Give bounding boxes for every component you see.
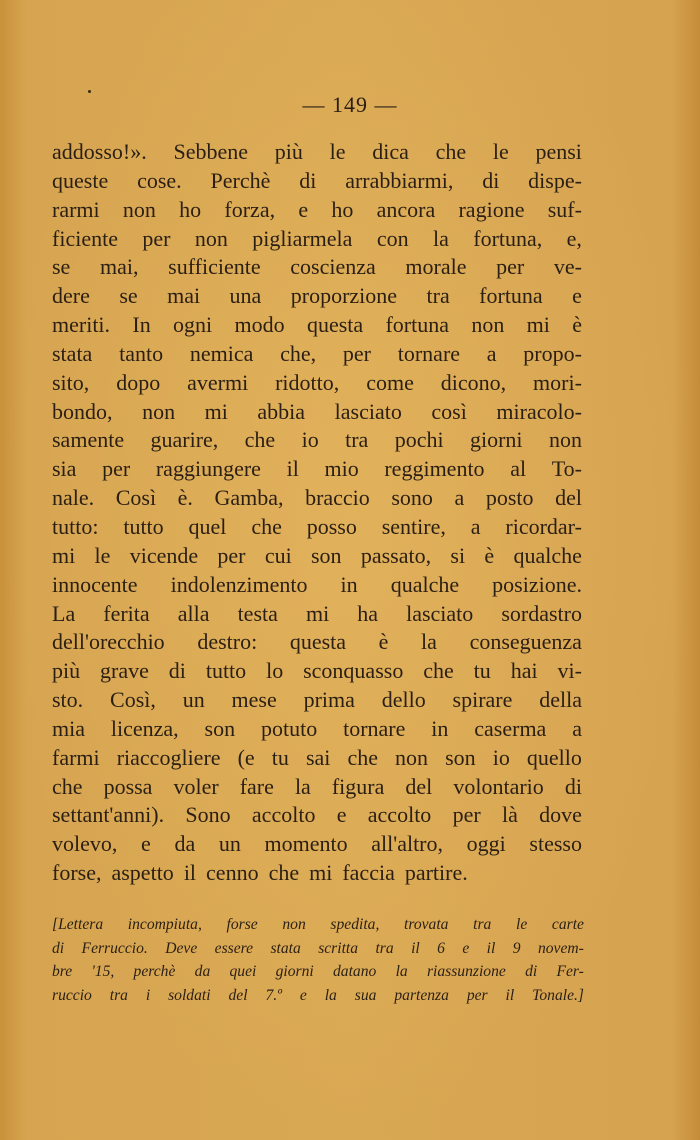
word: (e xyxy=(237,744,255,770)
word: una xyxy=(229,283,262,309)
word: settant'anni). xyxy=(52,802,165,828)
text-line xyxy=(52,801,582,830)
word: Così xyxy=(115,485,157,511)
word: più xyxy=(274,139,303,164)
word: dello xyxy=(381,687,426,713)
word: non xyxy=(548,427,582,453)
word: lasciato xyxy=(406,600,474,626)
word: mi xyxy=(52,542,76,568)
word: suf- xyxy=(547,196,582,222)
note-line xyxy=(52,937,584,961)
word: testa xyxy=(237,600,278,626)
word: To- xyxy=(551,456,582,482)
word: Fer- xyxy=(556,963,584,980)
text-line xyxy=(52,657,582,686)
word: mi xyxy=(204,398,228,424)
text-line xyxy=(52,513,582,542)
word: in xyxy=(431,715,449,741)
word: mi xyxy=(309,860,333,886)
word: nale. xyxy=(52,485,95,511)
word: scritta xyxy=(318,939,359,957)
word: addosso!». xyxy=(52,139,147,164)
text-line xyxy=(52,196,582,225)
word: un xyxy=(218,831,241,857)
word: non xyxy=(122,196,156,222)
word: e xyxy=(141,831,151,857)
note-line xyxy=(52,960,584,984)
word: il xyxy=(505,986,515,1004)
text-line xyxy=(52,600,582,629)
word: stesso xyxy=(529,831,582,857)
word: soldati xyxy=(168,986,211,1004)
word: che xyxy=(251,513,282,539)
word: la xyxy=(324,986,337,1004)
word: dopo xyxy=(116,369,161,395)
text-line xyxy=(52,686,582,715)
word: tra xyxy=(375,939,394,957)
word: il xyxy=(411,939,420,957)
word: tornare xyxy=(397,340,461,366)
word: spirare xyxy=(452,687,513,713)
word: morale xyxy=(405,254,467,280)
word: ridotto, xyxy=(275,369,340,395)
word: forse, xyxy=(52,860,102,886)
word: di xyxy=(52,939,65,957)
word: destro: xyxy=(197,629,258,655)
word: carte xyxy=(551,916,584,933)
word: mai xyxy=(167,283,201,309)
word: riassunzione xyxy=(426,963,506,980)
word: che, xyxy=(280,340,317,366)
word: questa xyxy=(306,312,364,338)
word: Sebbene xyxy=(173,139,248,164)
word: posizione. xyxy=(492,571,582,597)
word: mio xyxy=(324,456,359,482)
word: Ferruccio. xyxy=(81,939,148,957)
word: la xyxy=(432,225,449,251)
word: che xyxy=(244,427,276,453)
text-line xyxy=(52,253,582,282)
word: le xyxy=(492,139,509,164)
text-line xyxy=(52,369,582,398)
word: se xyxy=(52,254,71,280)
word: Così, xyxy=(110,687,156,713)
text-line xyxy=(52,542,582,571)
word: fare xyxy=(239,773,274,799)
word: queste xyxy=(52,167,109,193)
word: perchè xyxy=(133,963,176,980)
word: '15, xyxy=(91,963,115,980)
word: e, xyxy=(566,225,582,251)
word: bondo, xyxy=(52,398,113,424)
body-text xyxy=(52,138,582,888)
word: son xyxy=(311,542,342,568)
word: un xyxy=(182,687,205,713)
word: che xyxy=(435,139,467,164)
word: ha xyxy=(357,600,379,626)
word: che xyxy=(423,658,454,684)
word: son xyxy=(445,744,476,770)
word: mori- xyxy=(533,369,582,395)
word: pigliarmela xyxy=(252,225,353,251)
word: è. xyxy=(177,485,193,511)
word: giorni xyxy=(469,427,523,453)
word: dell'orecchio xyxy=(52,629,165,655)
word: non xyxy=(194,225,228,251)
word: datano xyxy=(332,963,377,980)
word: coscienza xyxy=(290,254,376,280)
word: pochi xyxy=(394,427,444,453)
word: mi xyxy=(305,600,330,626)
text-line xyxy=(52,167,582,196)
word: mese xyxy=(231,687,277,713)
word: incompiuta, xyxy=(127,916,202,933)
word: sconquasso xyxy=(303,658,404,684)
word: sai xyxy=(305,744,331,770)
word: ogni xyxy=(173,312,213,338)
word: tu xyxy=(271,744,289,770)
word: partire. xyxy=(404,860,468,886)
word: io xyxy=(301,427,319,453)
word: con xyxy=(376,225,409,251)
word: i xyxy=(145,986,151,1004)
word: la xyxy=(294,773,311,799)
word: e xyxy=(299,986,307,1004)
word: vicende xyxy=(129,542,199,568)
word: e xyxy=(298,196,309,222)
word: stata xyxy=(52,340,93,366)
word: riaccogliere xyxy=(116,744,221,770)
word: quel xyxy=(188,513,227,539)
word: aspetto xyxy=(111,860,174,886)
word: fortuna xyxy=(479,283,543,309)
word: guarire, xyxy=(150,427,219,453)
text-line xyxy=(52,744,582,773)
word: non xyxy=(395,744,429,770)
word: Sono xyxy=(185,802,231,828)
word: tutto xyxy=(123,513,164,539)
word: modo xyxy=(234,312,285,338)
word: sono xyxy=(391,485,433,511)
text-line xyxy=(52,830,582,859)
word: ho xyxy=(331,196,354,222)
word: ruccio xyxy=(52,986,92,1004)
word: del xyxy=(405,773,433,799)
word: è xyxy=(378,629,389,655)
word: e xyxy=(462,939,470,957)
word: non xyxy=(142,398,176,424)
word: di xyxy=(525,963,538,980)
word: accolto xyxy=(251,802,316,828)
word: [Lettera xyxy=(52,916,104,933)
word: le xyxy=(329,139,346,164)
text-line xyxy=(52,571,582,600)
word: questa xyxy=(289,629,347,655)
word: ricordar- xyxy=(505,513,582,539)
word: la xyxy=(421,629,437,655)
word: 9 xyxy=(512,939,521,957)
word: che xyxy=(52,773,83,799)
word: sto. xyxy=(52,687,84,713)
word: possa xyxy=(103,773,153,799)
word: prima xyxy=(303,687,355,713)
word: da xyxy=(174,831,196,857)
word: abbia xyxy=(257,398,306,424)
word: il xyxy=(183,860,197,886)
word: tra xyxy=(345,427,369,453)
text-line xyxy=(52,225,582,254)
word: lasciato xyxy=(334,398,402,424)
word: potuto xyxy=(260,715,318,741)
word: miracolo- xyxy=(496,398,582,424)
word: cose. xyxy=(137,167,182,193)
text-line xyxy=(52,426,582,455)
word: momento xyxy=(264,831,348,857)
word: tanto xyxy=(119,340,164,366)
word: cenno xyxy=(206,860,259,886)
word: propo- xyxy=(523,340,582,366)
word: reggimento xyxy=(384,456,485,482)
word: rarmi xyxy=(52,196,100,222)
word: novem- xyxy=(537,939,584,957)
word: tra xyxy=(473,916,492,933)
word: forza, xyxy=(224,196,276,222)
word: braccio xyxy=(305,485,370,511)
word: a xyxy=(572,715,582,741)
text-line xyxy=(52,455,582,484)
word: di xyxy=(168,658,186,684)
word: le xyxy=(516,916,528,933)
word: stata xyxy=(270,939,301,957)
word: che xyxy=(347,744,378,770)
word: partenza xyxy=(394,986,449,1004)
word: al xyxy=(510,456,527,482)
page-number: — 149 — xyxy=(302,92,398,117)
word: mia xyxy=(52,715,85,741)
word: per xyxy=(217,542,246,568)
word: ragione xyxy=(458,196,525,222)
word: a xyxy=(470,513,481,539)
word: Deve xyxy=(165,939,198,957)
word: tu xyxy=(473,658,491,684)
editorial-note xyxy=(52,913,584,1007)
word: per xyxy=(102,456,131,482)
word: sufficiente xyxy=(168,254,261,280)
word: ve- xyxy=(553,254,582,280)
word: a xyxy=(454,485,465,511)
word: all'altro, xyxy=(371,831,444,857)
word: il xyxy=(486,939,496,957)
word: dicono, xyxy=(440,369,507,395)
word: tutto xyxy=(205,658,247,684)
word: oggi xyxy=(466,831,506,857)
word: meriti. xyxy=(52,312,111,338)
word: è xyxy=(484,542,495,568)
word: faccia xyxy=(342,860,395,886)
word: sia xyxy=(52,456,77,482)
word: per xyxy=(142,225,171,251)
word: nemica xyxy=(189,340,254,366)
word: qualche xyxy=(390,571,460,597)
word: mai, xyxy=(99,254,139,280)
text-line xyxy=(52,138,582,167)
word: è xyxy=(572,312,582,338)
word: passato, xyxy=(360,542,432,568)
word: spedita, xyxy=(330,916,380,933)
word: più xyxy=(52,658,81,684)
word: in xyxy=(340,571,358,597)
text-line xyxy=(52,773,582,802)
word: di xyxy=(482,167,500,193)
word: io xyxy=(492,744,510,770)
word: e xyxy=(572,283,582,309)
word: La xyxy=(52,600,76,626)
word: dica xyxy=(372,139,409,164)
word: grave xyxy=(100,658,149,684)
word: raggiungere xyxy=(155,456,261,482)
word: che xyxy=(268,860,300,886)
word: se xyxy=(119,283,138,309)
word: forse xyxy=(226,916,258,933)
word: posso xyxy=(306,513,357,539)
word: per xyxy=(466,986,488,1004)
word: dispe- xyxy=(528,167,582,193)
word: ferita xyxy=(103,600,150,626)
word: accolto xyxy=(367,802,432,828)
word: pensi xyxy=(535,139,582,164)
word: per xyxy=(496,254,525,280)
word: tornare xyxy=(343,715,406,741)
word: quei xyxy=(229,963,257,980)
word: Perchè xyxy=(210,167,271,193)
word: qualche xyxy=(513,542,582,568)
word: così xyxy=(431,398,467,424)
word: giorni xyxy=(275,963,314,980)
word: tra xyxy=(426,283,450,309)
word: lo xyxy=(266,658,284,684)
word: volontario xyxy=(453,773,544,799)
text-line xyxy=(52,628,582,657)
note-line xyxy=(52,913,584,937)
word: 7.º xyxy=(265,986,282,1004)
word: bre xyxy=(52,963,73,980)
word: arrabbiarmi, xyxy=(345,167,454,193)
word: vi- xyxy=(557,658,582,684)
word: tra xyxy=(109,986,128,1004)
word: cui xyxy=(264,542,292,568)
word: sito, xyxy=(52,369,90,395)
text-line xyxy=(52,859,582,888)
word: quello xyxy=(526,744,582,770)
word: trovata xyxy=(404,916,449,933)
word: della xyxy=(539,687,582,713)
word: fortuna, xyxy=(473,225,543,251)
word: Tonale.] xyxy=(532,986,584,1004)
word: samente xyxy=(52,427,125,453)
word: dere xyxy=(52,283,90,309)
word: di xyxy=(564,773,582,799)
word: avermi xyxy=(187,369,249,395)
word: non xyxy=(282,916,306,933)
word: posto xyxy=(485,485,534,511)
word: ficiente xyxy=(52,225,118,251)
word: essere xyxy=(214,939,254,957)
word: volevo, xyxy=(52,831,118,857)
word: licenza, xyxy=(110,715,179,741)
word: per xyxy=(342,340,371,366)
word: innocente xyxy=(52,571,138,597)
word: si xyxy=(450,542,466,568)
word: voler xyxy=(173,773,219,799)
text-line xyxy=(52,715,582,744)
word: del xyxy=(228,986,248,1004)
text-line xyxy=(52,484,582,513)
word: non xyxy=(471,312,505,338)
word: indolenzimento xyxy=(170,571,308,597)
word: per xyxy=(452,802,481,828)
word: Gamba, xyxy=(214,485,284,511)
text-line xyxy=(52,282,582,311)
word: 6 xyxy=(437,939,445,957)
word: sua xyxy=(354,986,377,1004)
word: dove xyxy=(539,802,582,828)
word: là xyxy=(501,802,518,828)
word: figura xyxy=(331,773,385,799)
word: il xyxy=(286,456,299,482)
text-line xyxy=(52,340,582,369)
word: alla xyxy=(177,600,210,626)
word: son xyxy=(204,715,236,741)
word: sentire, xyxy=(381,513,446,539)
word: hai xyxy=(510,658,538,684)
word: ancora xyxy=(376,196,436,222)
word: del xyxy=(555,485,582,511)
word: proporzione xyxy=(290,283,398,309)
word: di xyxy=(299,167,317,193)
text-line xyxy=(52,311,582,340)
word: conseguenza xyxy=(469,629,582,655)
word: la xyxy=(395,963,408,980)
note-line xyxy=(52,984,584,1008)
word: mi xyxy=(526,312,550,338)
word: a xyxy=(486,340,497,366)
word: come xyxy=(366,369,414,395)
word: sordastro xyxy=(501,600,582,626)
word: da xyxy=(194,963,211,980)
word: tutto: xyxy=(52,513,99,539)
word: In xyxy=(132,312,151,338)
word: ho xyxy=(179,196,202,222)
word: caserma xyxy=(474,715,547,741)
word: le xyxy=(94,542,111,568)
word: e xyxy=(336,802,347,828)
word: farmi xyxy=(52,744,100,770)
text-line xyxy=(52,398,582,427)
word: fortuna xyxy=(385,312,449,338)
